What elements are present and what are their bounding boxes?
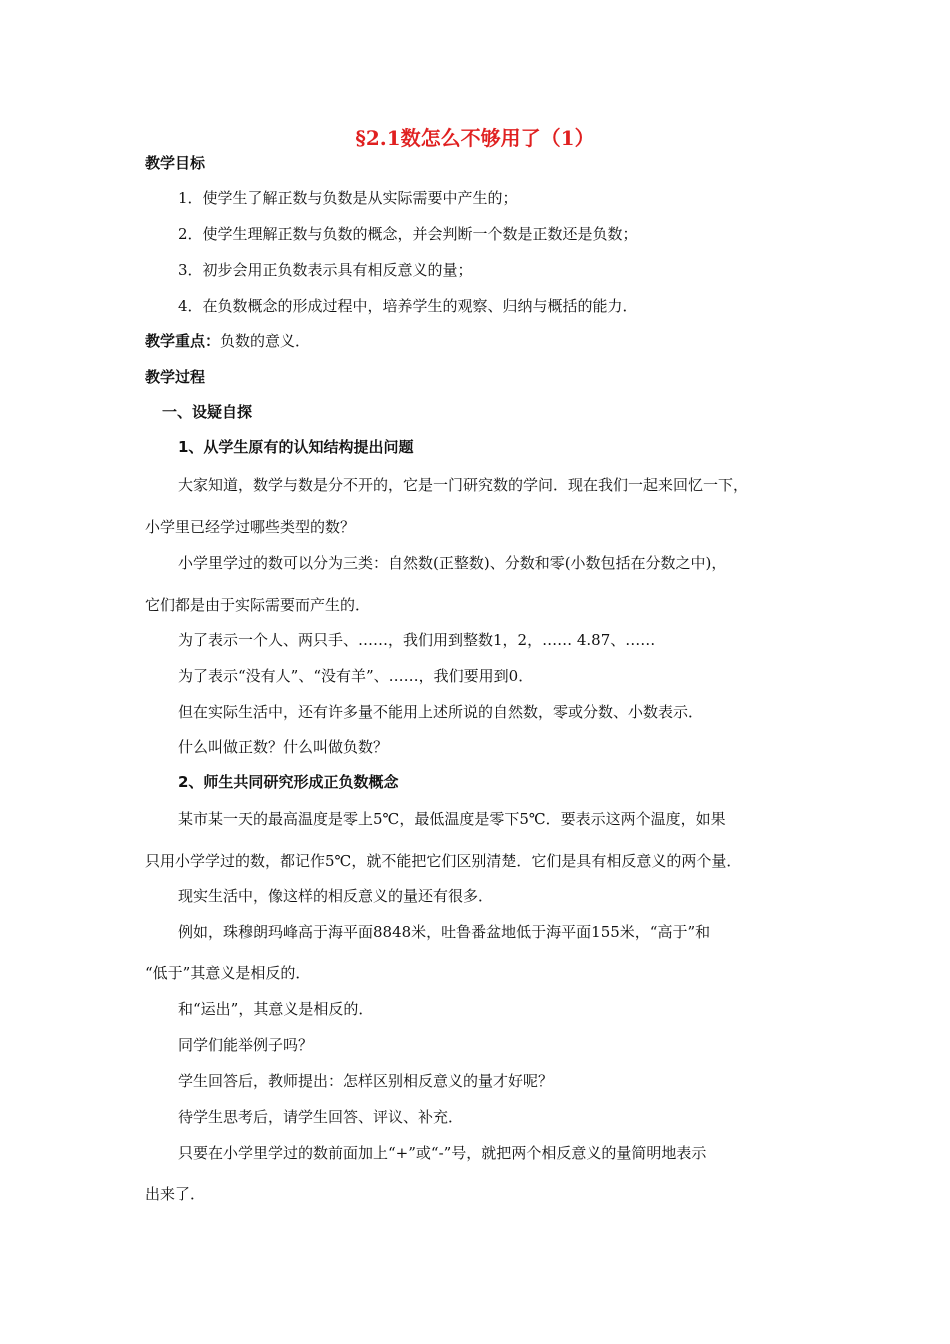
key-point [145,331,310,351]
paragraph-line: 例如，珠穆朗玛峰高于海平面8848米，吐鲁番盆地低于海平面155米，“高于”和 [178,923,711,941]
paragraph-line: 为了表示“没有人”、“没有羊”、……，我们要用到0． [178,667,534,685]
objective-item-3: 3．初步会用正负数表示具有相反意义的量； [178,261,473,279]
objectives-heading: 教学目标 [145,154,206,172]
paragraph-line: 大家知道，数学与数是分不开的，它是一门研究数的学问．现在我们一起来回忆一下， [178,476,749,494]
paragraph-line: 学生回答后，教师提出：怎样区别相反意义的量才好呢？ [178,1072,554,1090]
section-heading-1: 一、设疑自探 [162,403,253,421]
objective-item-1: 1．使学生了解正数与负数是从实际需要中产生的； [178,189,518,207]
key-point-label: 教学重点： [145,332,221,350]
paragraph-line: 什么叫做正数？什么叫做负数？ [178,738,389,756]
process-heading: 教学过程 [145,368,206,386]
objective-item-4: 4．在负数概念的形成过程中，培养学生的观察、归纳与概括的能力． [178,297,638,315]
paragraph-line: 小学里学过的数可以分为三类：自然数(正整数)、分数和零(小数包括在分数之中)， [178,554,727,572]
paragraph-line: 但在实际生活中，还有许多量不能用上述所说的自然数，零或分数、小数表示． [178,703,704,721]
paragraph-line: 和“运出”，其意义是相反的． [178,1000,374,1018]
paragraph-line: 现实生活中，像这样的相反意义的量还有很多． [178,887,494,905]
subsection-heading-2: 2、师生共同研究形成正负数概念 [178,773,399,791]
paragraph-line: 小学里已经学过哪些类型的数？ [145,518,356,536]
paragraph-line: 它们都是由于实际需要而产生的． [145,596,371,614]
key-point-text: 负数的意义． [220,332,311,350]
paragraph-line: 只要在小学里学过的数前面加上“+”或“-”号，就把两个相反意义的量简明地表示 [178,1144,707,1162]
paragraph-line: 某市某一天的最高温度是零上5℃，最低温度是零下5℃．要表示这两个温度，如果 [178,810,726,828]
objective-item-2: 2．使学生理解正数与负数的概念，并会判断一个数是正数还是负数； [178,225,638,243]
paragraph-line: 同学们能举例子吗？ [178,1036,314,1054]
paragraph-line: 出来了． [145,1185,206,1203]
paragraph-line: 只用小学学过的数，都记作5℃，就不能把它们区别清楚．它们是具有相反意义的两个量． [145,852,742,870]
subsection-heading-1: 1、从学生原有的认知结构提出问题 [178,438,414,456]
document-title: §2.1数怎么不够用了（1） [355,126,595,150]
paragraph-line: 待学生思考后，请学生回答、评议、补充． [178,1108,464,1126]
paragraph-line: “低于”其意义是相反的． [145,964,311,982]
paragraph-line: 为了表示一个人、两只手、……，我们用到整数1，2，…… 4.87、…… [178,631,656,649]
